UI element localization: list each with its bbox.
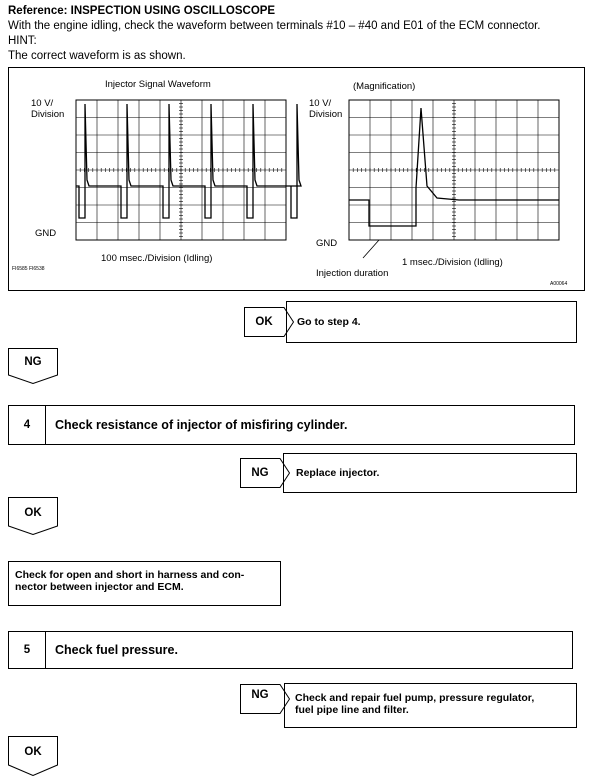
result-go-to-step-4 (286, 301, 577, 343)
ok-tab-2 (8, 497, 58, 535)
left-injector-waveform (76, 104, 301, 218)
result-go-to-step-4-text: Go to step 4. (297, 316, 361, 328)
step-4-number: 4 (9, 406, 46, 444)
ok-label-1-text: OK (255, 316, 273, 328)
check-harness-line-1: Check for open and short in harness and con- (15, 569, 245, 581)
ok-tab-2-text: OK (24, 507, 42, 519)
right-oscilloscope-grid (349, 100, 559, 240)
left-waveform-title: Injector Signal Waveform (105, 79, 211, 90)
ok-tab-3 (8, 736, 58, 776)
step-5-box (8, 631, 573, 669)
hint-label: HINT: (8, 35, 37, 47)
step-4-box (8, 405, 575, 445)
hint-text: The correct waveform is as shown. (8, 50, 186, 62)
check-harness-box (8, 561, 281, 606)
waveform-figure (8, 67, 585, 291)
right-waveform-title: (Magnification) (353, 81, 416, 92)
left-x-label: 100 msec./Division (Idling) (101, 253, 213, 264)
result-replace-injector-text: Replace injector. (296, 467, 380, 479)
injection-duration-pointer (363, 240, 379, 258)
injection-duration-label: Injection duration (316, 268, 389, 279)
left-y-unit: 10 V/ (31, 98, 54, 109)
result-repair-fuel-system (284, 683, 577, 728)
result-replace-injector (283, 453, 577, 493)
step-4-text: Check resistance of injector of misfiring cylinder. (55, 418, 348, 432)
left-gnd-label: GND (35, 228, 57, 239)
ng-tab-1 (8, 348, 58, 384)
right-x-label: 1 msec./Division (Idling) (402, 257, 503, 268)
step-5-text: Check fuel pressure. (55, 643, 178, 657)
step-5-number: 5 (9, 632, 46, 668)
reference-title: Reference: INSPECTION USING OSCILLOSCOPE (8, 5, 276, 17)
left-y-label: Division (31, 109, 65, 120)
ng-label-3 (240, 684, 290, 714)
figure-code-left: FI6585 FI6538 (12, 266, 45, 272)
right-gnd-label: GND (316, 238, 338, 249)
ng-label-3-text: NG (251, 689, 269, 701)
right-y-unit: 10 V/ (309, 98, 332, 109)
ok-tab-3-text: OK (24, 746, 42, 758)
check-harness-line-2: nector between injector and ECM. (15, 581, 184, 593)
result-repair-fuel-line-1: Check and repair fuel pump, pressure regulator, (295, 692, 535, 704)
ng-label-2-text: NG (251, 467, 269, 479)
ng-tab-1-text: NG (24, 356, 42, 368)
reference-instruction: With the engine idling, check the waveform between terminals #10 – #40 and E01 of the ECM connector. (8, 20, 541, 32)
result-repair-fuel-line-2: fuel pipe line and filter. (295, 704, 409, 716)
figure-code-right: A00064 (550, 281, 568, 287)
right-y-label: Division (309, 109, 343, 120)
